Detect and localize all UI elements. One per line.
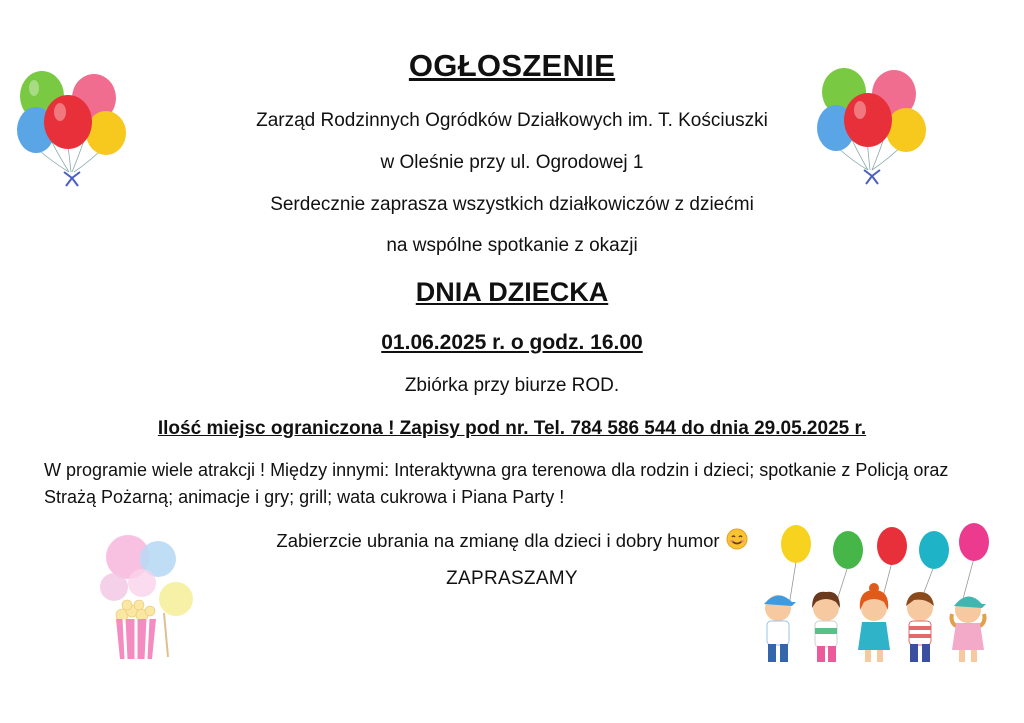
program-description: W programie wiele atrakcji ! Między innymi: Interaktywna gra terenowa dla rodzin i dzieci; spotkanie z Policją oraz Strażą Pożarną; animacje i gry; grill; wata cukrowa i Piana Party ! [44, 460, 949, 507]
invite-closing: ZAPRASZAMY [446, 568, 578, 589]
smiling-face-icon [726, 528, 748, 555]
children-with-balloons-icon [748, 522, 1000, 668]
bring-clothes-text: Zabierzcie ubrania na zmianę dla dzieci i dobry humor [276, 530, 720, 551]
page-title: OGŁOSZENIE [408, 48, 616, 83]
invitation-line: Serdecznie zaprasza wszystkich działkowiczów z dziećmi [270, 194, 754, 215]
event-name: DNIA DZIECKA [415, 277, 609, 307]
organizer-line: Zarząd Rodzinnych Ogródków Działkowych im. T. Kościuszki [256, 110, 768, 131]
event-date: 01.06.2025 r. o godz. 16.00 [381, 331, 643, 354]
meeting-point: Zbiórka przy biurze ROD. [404, 375, 620, 396]
address-line: w Oleśnie przy ul. Ogrodowej 1 [380, 152, 644, 173]
cotton-candy-popcorn-icon [94, 527, 198, 663]
occasion-line: na wspólne spotkanie z okazji [386, 235, 638, 256]
registration-info: Ilość miejsc ograniczona ! Zapisy pod nr. Tel. 784 586 544 do dnia 29.05.2025 r. [157, 418, 867, 439]
